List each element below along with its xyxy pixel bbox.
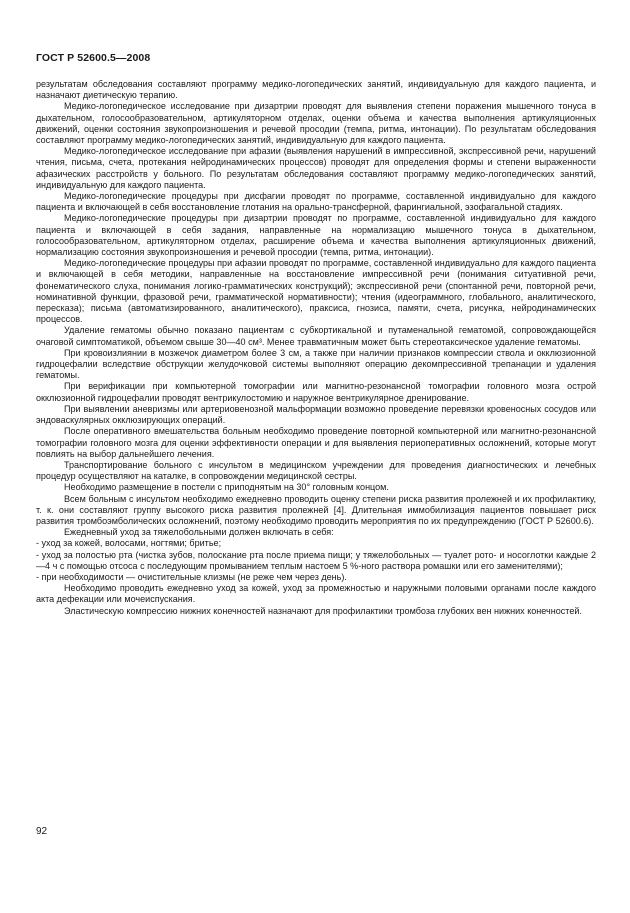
document-body xyxy=(36,79,596,617)
paragraph: Медико-логопедическое исследование при афазии (выявления нарушений в импрессивной, экспрессивной речи, нарушений чтения, письма, счета, протекания нейродинамических процессов) проводят для определения формы и степени выраженности афазических расстройств у больного. По результатам обследования составляют программу медико-логопедических занятий, индивидуальную для каждого пациента. xyxy=(36,146,596,190)
list-item: - уход за полостью рта (чистка зубов, полоскание рта после приема пищи; у тяжелобольных — туалет рото- и носоглотки каждые 2—4 ч с помощью отсоса с последующим промыванием теплым настоем 5 %-ного раствора ромашки или его заменителями); xyxy=(36,549,596,571)
paragraph-continuation: результатам обследования составляют программу медико-логопедических занятий, индивидуальную для каждого пациента, и назначают диетическую терапию. xyxy=(36,79,596,101)
paragraph: Эластическую компрессию нижних конечностей назначают для профилактики тромбоза глубоких вен нижних конечностей. xyxy=(64,605,582,616)
page-number: 92 xyxy=(36,826,48,837)
standard-header: ГОСТ Р 52600.5—2008 xyxy=(36,52,151,64)
paragraph: Транспортирование больного с инсультом в медицинском учреждении для проведения диагностических и лечебных процедур осуществляют на каталке, в сопровождении медицинской сестры. xyxy=(36,459,596,482)
paragraph: Медико-логопедические процедуры при дизартрии проводят по программе, составленной индивидуально для каждого пациента и включающей в себя задания, направленные на нормализацию мышечного тонуса в дыхательном, голосообразовательном, артикуляторном отделах, расширение объема и качества выполнения артикуляционных движений, нормализацию состояния звукопроизношения и речевой просодии (темпа, ритма, интонации). xyxy=(36,213,596,258)
list-item: - при необходимости — очистительные клизмы (не реже чем через день). xyxy=(36,571,347,582)
paragraph: Всем больным с инсультом необходимо ежедневно проводить оценку степени риска развития пролежней и их профилактику, т. к. они составляют группу высокого риска развития пролежней [4]. Длительная иммобилизация пациентов повышает риск развития тромбоэмболических осложнений, поэтому необходимо проводить мероприятия по их предупреждению (ГОСТ Р 52600.6). xyxy=(36,493,596,526)
paragraph: При кровоизлиянии в мозжечок диаметром более 3 см, а также при наличии признаков компрессии ствола и окклюзионной гидроцефалии вследствие обструкции желудочковой системы выполняют операцию декомпрессивной трепанации и удаления гематомы. xyxy=(36,347,596,381)
paragraph: Необходимо размещение в постели с приподнятым на 30° головным концом. xyxy=(64,482,389,493)
paragraph: При верификации при компьютерной томографии или магнитно-резонансной томографии головного мозга острой окклюзионной гидроцефалии проводят вентрикулостомию и наружное вентрикулярное дренирование. xyxy=(36,381,596,403)
paragraph: Медико-логопедические процедуры при афазии проводят по программе, составленной индивидуально для каждого пациента и включающей в себя методики, направленные на восстановление импрессивной речи (понимания ситуативной речи, фонематического слуха, понимания логико-грамматических конструкций); экспрессивной речи (спонтанной речи, повторной речи, номинативной функции, фразовой речи, грамматической нормативности); чтения (идеограммного, глобального, аналитического, пересказа); письма (автоматизированного, аналитического), праксиса, гнозиса, памяти, счета, рисунка, нейродинамических процессов. xyxy=(36,258,596,325)
paragraph: Медико-логопедическое исследование при дизартрии проводят для выявления степени поражения мышечного тонуса в дыхательном, голосообразовательном, артикуляторном отделах, оценки объема и качества выполнения артикуляционных движений, оценки состояния звукопроизношения и речевой просодии (темпа, ритма, интонации). По результатам обследования составляют программу медико-логопедических занятий, индивидуальную для каждого пациента. xyxy=(36,101,596,146)
paragraph: При выявлении аневризмы или артериовенозной мальформации возможно проведение перевязки кровеносных сосудов или эндоваскулярных окклюзирующих операций. xyxy=(36,403,596,426)
list-item: - уход за кожей, волосами, ногтями; бритье; xyxy=(36,538,222,549)
paragraph: Удаление гематомы обычно показано пациентам с субкортикальной и путаменальной гематомой, сопровождающейся очаговой симптоматикой, объемом свыше 30—40 см³. Менее травматичным может быть стереотаксическое удаление гематомы. xyxy=(36,325,596,347)
paragraph: Медико-логопедические процедуры при дисфагии проводят по программе, составленной индивидуально для каждого пациента и включающей в себя восстановление глотания на орально-трансферной, фарингиальной, эзофагальной стадиях. xyxy=(36,191,596,213)
paragraph: Необходимо проводить ежедневно уход за кожей, уход за промежностью и наружными половыми органами после каждого акта дефекации или мочеиспускания. xyxy=(36,583,596,605)
paragraph: После оперативного вмешательства больным необходимо проведение повторной компьютерной или магнитно-резонансной томографии головного мозга для оценки эффективности операции и для выявления периоперативных осложнений, которые могут повлиять на выбор дальнейшего лечения. xyxy=(36,426,596,459)
paragraph: Ежедневный уход за тяжелобольными должен включать в себя: xyxy=(64,527,334,538)
